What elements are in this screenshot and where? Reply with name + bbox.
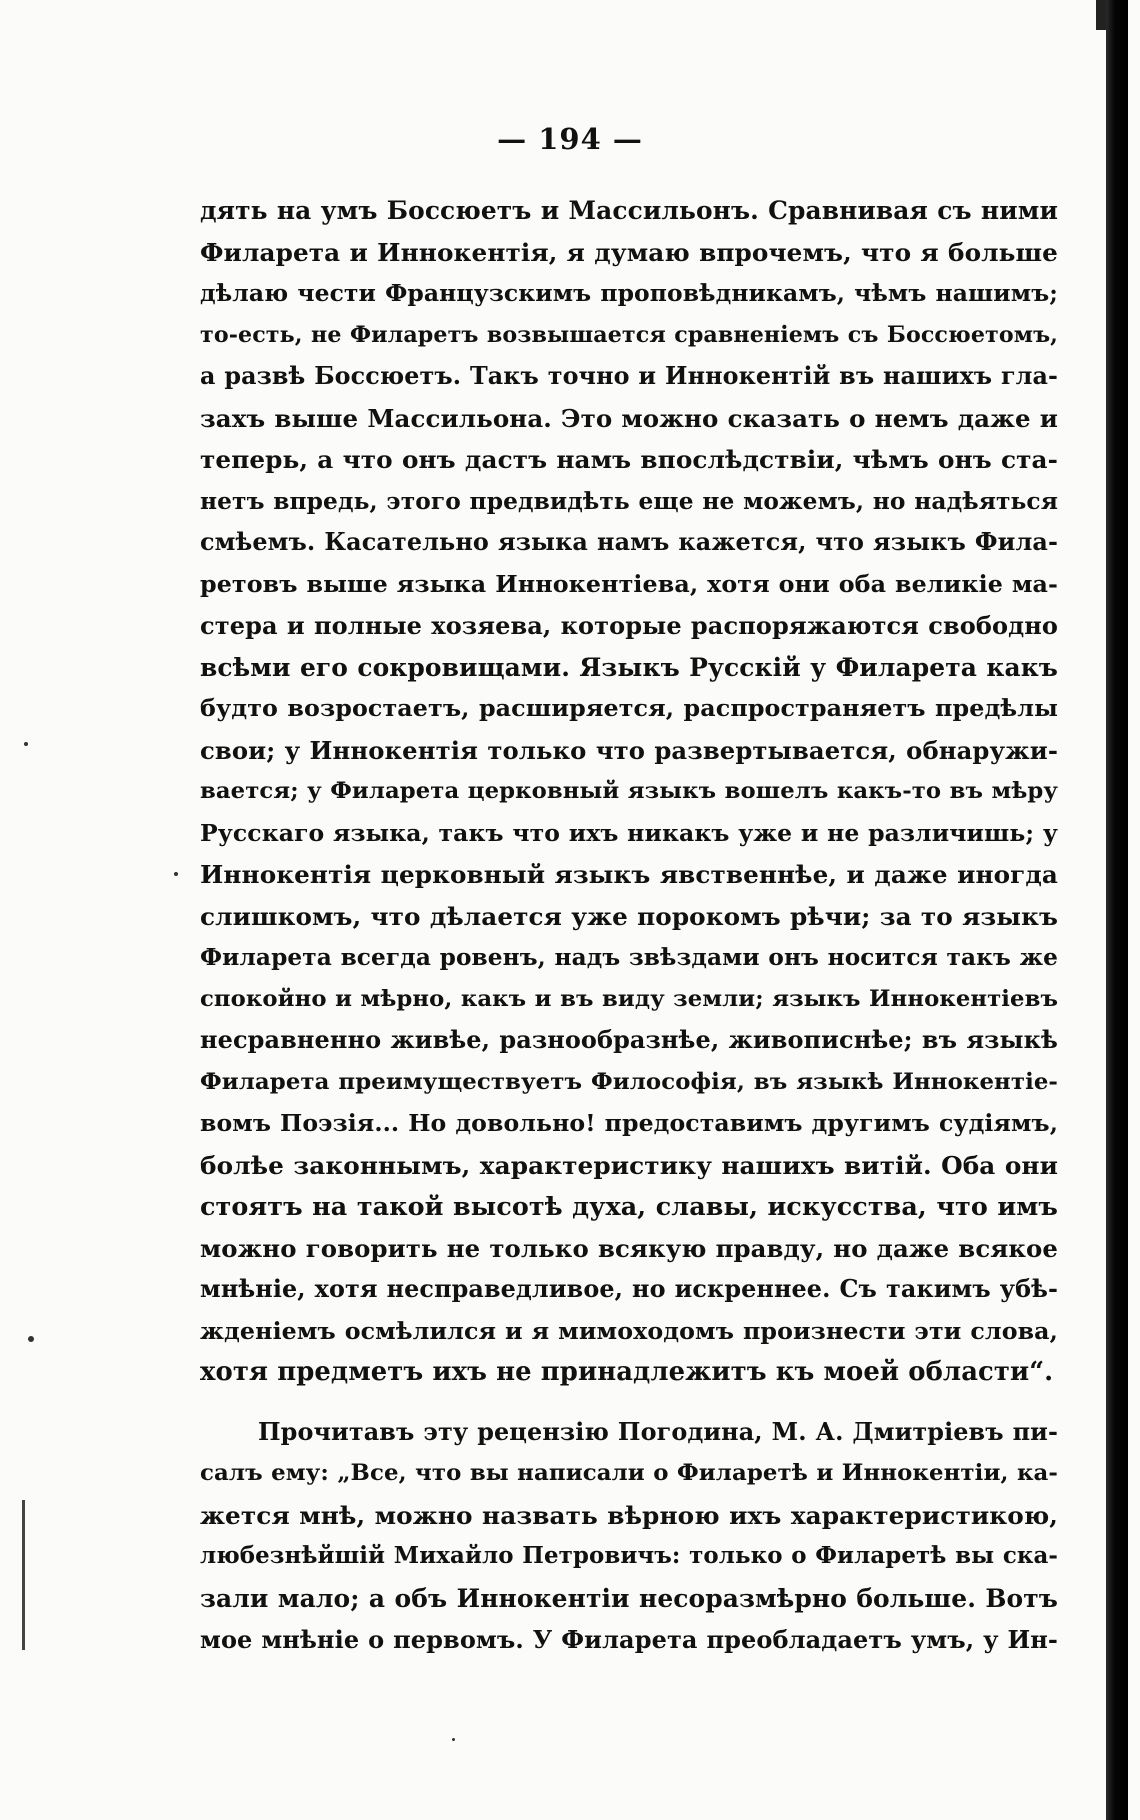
page-number: — 194 — [497,122,643,156]
text-line: стоятъ на такой высотѣ духа, славы, искусства, что имъ [200,1191,1058,1221]
text-line: несравненно живѣе, разнообразнѣе, живописнѣе; въ языкѣ [200,1026,1058,1054]
text-line: будто возростаетъ, расширяется, распространяетъ предѣлы [200,694,1058,722]
text-line: а развѣ Боссюетъ. Такъ точно и Иннокентій въ нашихъ гла- [200,362,1058,390]
text-line: захъ выше Массильона. Это можно сказать о немъ даже и [200,403,1058,433]
text-line: Иннокентія церковный языкъ явственнѣе, и даже иногда [200,860,1058,889]
body-text [200,190,1058,1661]
text-line: жденіемъ осмѣлился и я мимоходомъ произнести эти слова, [200,1316,1058,1345]
text-line: жется мнѣ, можно назвать вѣрною ихъ характеристикою, [200,1500,1058,1530]
text-line: спокойно и мѣрно, какъ и въ виду земли; языкъ Иннокентіевъ [200,985,1058,1012]
page-edge-shadow-top [1096,0,1106,30]
text-line: стера и полные хозяева, которые распоряжаются свободно [200,611,1058,640]
text-line: Прочитавъ эту рецензію Погодина, М. А. Дмитріевъ пи- [258,1417,1058,1446]
text-line: ретовъ выше языка Иннокентіева, хотя они оба великіе ма- [200,569,1058,598]
scan-speck [174,872,178,876]
text-line: Филарета всегда ровенъ, надъ звѣздами онъ носится такъ же [200,944,1058,971]
text-line: зали мало; а объ Иннокентіи несоразмѣрно больше. Вотъ [200,1583,1058,1613]
text-line: мое мнѣніе о первомъ. У Филарета преобладаетъ умъ, у Ин- [200,1625,1058,1654]
page-edge-shadow [1106,0,1128,1820]
text-line: можно говорить не только всякую правду, но даже всякое [200,1233,1058,1263]
text-line: нетъ впредь, этого предвидѣть еще не можемъ, но надѣяться [200,487,1058,515]
paragraph-gap [200,1394,1058,1412]
text-line: Русскаго языка, такъ что ихъ никакъ уже и не различишь; у [200,818,1058,847]
scan-speck [28,1336,34,1342]
text-line: свои; у Иннокентія только что развертывается, обнаружи- [200,735,1058,765]
text-line: Филарета и Иннокентія, я думаю впрочемъ, что я больше [200,237,1058,267]
text-line: хотя предметъ ихъ не принадлежитъ къ моей области“. [200,1357,1054,1387]
text-line: вомъ Поэзія... Но довольно! предоставимъ другимъ судіямъ, [200,1109,1058,1137]
text-line: мнѣніе, хотя несправедливое, но искреннее. Съ такимъ убѣ- [200,1275,1058,1303]
scan-speck [452,1738,455,1741]
text-line: болѣе законнымъ, характеристику нашихъ витій. Оба они [200,1150,1058,1180]
text-line: салъ ему: „Все, что вы написали о Филаретѣ и Иннокентіи, ка- [200,1460,1058,1486]
text-line: любезнѣйшій Михайло Петровичъ: только о Филаретѣ вы ска- [200,1543,1058,1569]
paragraph-quote [200,190,1058,1394]
text-line: всѣми его сокровищами. Языкъ Русскій у Филарета какъ [200,652,1058,682]
text-line: вается; у Филарета церковный языкъ вошелъ какъ-то въ мѣру [200,778,1058,804]
text-line: дять на умъ Боссюетъ и Массильонъ. Сравнивая съ ними [200,196,1058,225]
text-line: то-есть, не Филаретъ возвышается сравненіемъ съ Боссюетомъ, [200,321,1058,348]
text-line: теперь, а что онъ дастъ намъ впослѣдствіи, чѣмъ онъ ста- [200,445,1058,474]
scan-artifact-line [22,1500,25,1650]
text-line: дѣлаю чести Французскимъ проповѣдникамъ, чѣмъ нашимъ; [200,279,1058,307]
text-line: смѣемъ. Касательно языка намъ кажется, что языкъ Фила- [200,528,1058,556]
paragraph-letter [200,1412,1058,1661]
text-line: Филарета преимуществуетъ Философія, въ языкѣ Иннокентіе- [200,1068,1058,1095]
text-line: слишкомъ, что дѣлается уже порокомъ рѣчи; за то языкъ [200,901,1058,931]
scan-speck [24,742,28,746]
